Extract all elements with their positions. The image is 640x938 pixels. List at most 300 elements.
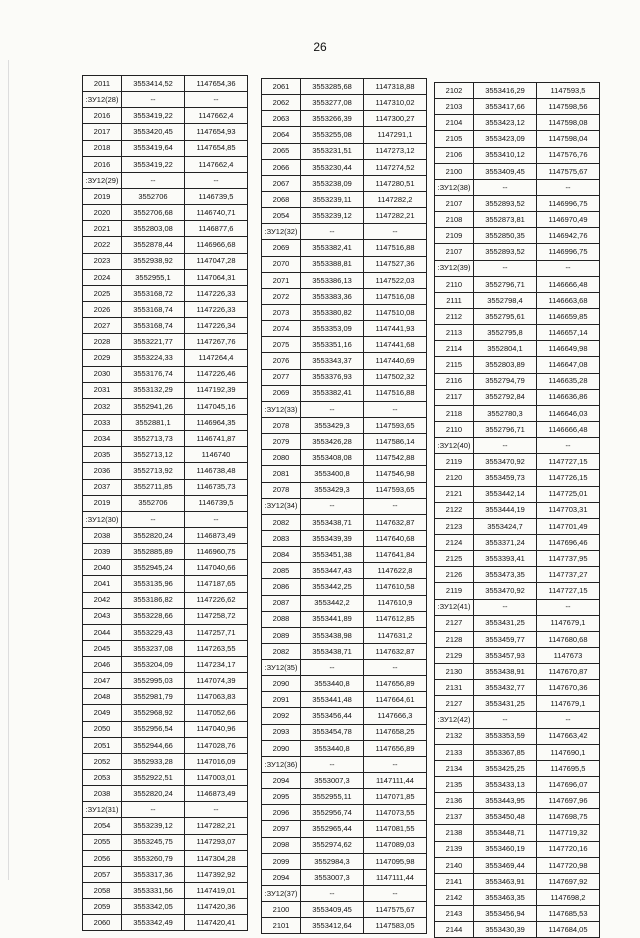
table-row <box>83 834 248 850</box>
point-number-cell: 2062 <box>262 95 301 111</box>
x-coordinate-cell: 3553430,39 <box>474 922 537 938</box>
y-coordinate-cell: 1147263,55 <box>185 640 248 656</box>
point-number-cell: 2075 <box>262 337 301 353</box>
point-number-cell: 2108 <box>435 212 474 228</box>
table-row <box>83 124 248 140</box>
x-coordinate-cell: 3552798,4 <box>474 292 537 308</box>
y-coordinate-cell: 1147073,55 <box>364 805 427 821</box>
point-number-cell: 2070 <box>262 256 301 272</box>
point-number-cell: 2113 <box>435 325 474 341</box>
y-coordinate-cell: 1147622,8 <box>364 563 427 579</box>
table-row <box>262 450 427 466</box>
y-coordinate-cell: 1146740 <box>185 447 248 463</box>
table-row <box>262 95 427 111</box>
point-number-cell: 2045 <box>83 640 122 656</box>
point-number-cell: :ЗУ12(34) <box>262 498 301 514</box>
point-number-cell: 2110 <box>435 276 474 292</box>
y-coordinate-cell: 1146996,75 <box>537 244 600 260</box>
x-coordinate-cell: 3553460,19 <box>474 841 537 857</box>
x-coordinate-cell: 3553429,3 <box>301 417 364 433</box>
x-coordinate-cell: 3553386,13 <box>301 272 364 288</box>
coordinates-table-middle <box>261 78 427 934</box>
table-row <box>262 708 427 724</box>
table-row <box>435 728 600 744</box>
table-row <box>262 837 427 853</box>
point-number-cell: 2135 <box>435 777 474 793</box>
x-coordinate-cell: 3553400,8 <box>301 466 364 482</box>
x-coordinate-cell: 3553429,3 <box>301 482 364 498</box>
x-coordinate-cell: -- <box>301 756 364 772</box>
y-coordinate-cell: 1147641,84 <box>364 547 427 563</box>
y-coordinate-cell: 1147696,46 <box>537 534 600 550</box>
table-row <box>435 857 600 873</box>
x-coordinate-cell: 3553224,33 <box>122 350 185 366</box>
point-number-cell: 2029 <box>83 350 122 366</box>
table-row <box>435 647 600 663</box>
point-number-cell: 2036 <box>83 463 122 479</box>
table-row <box>262 773 427 789</box>
x-coordinate-cell: 3552713,92 <box>122 463 185 479</box>
y-coordinate-cell: 1147666,3 <box>364 708 427 724</box>
y-coordinate-cell: -- <box>364 886 427 902</box>
point-number-cell: :ЗУ12(36) <box>262 756 301 772</box>
point-number-cell: 2115 <box>435 357 474 373</box>
point-number-cell: 2031 <box>83 382 122 398</box>
coordinates-table-left <box>82 75 248 931</box>
table-row <box>83 140 248 156</box>
y-coordinate-cell: 1147696,07 <box>537 777 600 793</box>
point-number-cell: 2107 <box>435 244 474 260</box>
y-coordinate-cell: 1147510,08 <box>364 304 427 320</box>
point-number-cell: 2100 <box>262 902 301 918</box>
table-row <box>83 527 248 543</box>
table-row <box>435 470 600 486</box>
y-coordinate-cell: 1147656,89 <box>364 676 427 692</box>
parcel-header-row <box>262 756 427 772</box>
y-coordinate-cell: 1147089,03 <box>364 837 427 853</box>
parcel-header-row <box>83 802 248 818</box>
x-coordinate-cell: 3553473,35 <box>474 567 537 583</box>
point-number-cell: 2025 <box>83 285 122 301</box>
point-number-cell: 2079 <box>262 434 301 450</box>
x-coordinate-cell: 3553135,96 <box>122 576 185 592</box>
table-row <box>262 611 427 627</box>
point-number-cell: 2066 <box>262 159 301 175</box>
y-coordinate-cell: 1146960,75 <box>185 544 248 560</box>
y-coordinate-cell: 1147226,46 <box>185 366 248 382</box>
x-coordinate-cell: 3553456,94 <box>474 906 537 922</box>
point-number-cell: 2016 <box>83 108 122 124</box>
x-coordinate-cell: 3553342,49 <box>122 915 185 931</box>
x-coordinate-cell: 3553285,68 <box>301 79 364 95</box>
parcel-header-row <box>435 438 600 454</box>
x-coordinate-cell: 3553176,74 <box>122 366 185 382</box>
point-number-cell: 2023 <box>83 253 122 269</box>
point-number-cell: 2042 <box>83 592 122 608</box>
y-coordinate-cell: 1146663,68 <box>537 292 600 308</box>
table-row <box>435 841 600 857</box>
table-row <box>435 744 600 760</box>
point-number-cell: 2084 <box>262 547 301 563</box>
point-number-cell: 2098 <box>262 837 301 853</box>
y-coordinate-cell: 1147670,36 <box>537 680 600 696</box>
table-row <box>83 237 248 253</box>
point-number-cell: 2093 <box>262 724 301 740</box>
y-coordinate-cell: 1147654,36 <box>185 76 248 92</box>
point-number-cell: 2088 <box>262 611 301 627</box>
y-coordinate-cell: 1147280,51 <box>364 175 427 191</box>
y-coordinate-cell: 1147640,68 <box>364 530 427 546</box>
point-number-cell: :ЗУ12(38) <box>435 179 474 195</box>
table-row <box>262 466 427 482</box>
x-coordinate-cell: 3552881,1 <box>122 414 185 430</box>
point-number-cell: 2101 <box>262 918 301 934</box>
point-number-cell: 2139 <box>435 841 474 857</box>
y-coordinate-cell: 1147441,68 <box>364 337 427 353</box>
x-coordinate-cell: 3552850,35 <box>474 228 537 244</box>
table-row <box>83 560 248 576</box>
x-coordinate-cell: 3553459,77 <box>474 631 537 647</box>
y-coordinate-cell: 1147663,42 <box>537 728 600 744</box>
y-coordinate-cell: 1147575,67 <box>537 163 600 179</box>
point-number-cell: 2080 <box>262 450 301 466</box>
point-number-cell: 2020 <box>83 205 122 221</box>
y-coordinate-cell: 1147593,5 <box>537 83 600 99</box>
y-coordinate-cell: 1147598,04 <box>537 131 600 147</box>
x-coordinate-cell: 3552965,44 <box>301 821 364 837</box>
table-row <box>83 753 248 769</box>
x-coordinate-cell: 3553228,66 <box>122 608 185 624</box>
point-number-cell: 2032 <box>83 398 122 414</box>
table-row <box>262 79 427 95</box>
x-coordinate-cell: 3552945,24 <box>122 560 185 576</box>
table-row <box>262 547 427 563</box>
point-number-cell: 2068 <box>262 191 301 207</box>
y-coordinate-cell: 1147516,88 <box>364 385 427 401</box>
point-number-cell: 2114 <box>435 341 474 357</box>
point-number-cell: 2090 <box>262 676 301 692</box>
x-coordinate-cell: 3553463,91 <box>474 873 537 889</box>
table-row <box>435 551 600 567</box>
x-coordinate-cell: 3553367,85 <box>474 744 537 760</box>
y-coordinate-cell: 1147527,36 <box>364 256 427 272</box>
x-coordinate-cell: 3552956,54 <box>122 721 185 737</box>
point-number-cell: 2118 <box>435 405 474 421</box>
point-number-cell: 2142 <box>435 890 474 906</box>
table-row <box>83 608 248 624</box>
point-number-cell: 2076 <box>262 353 301 369</box>
y-coordinate-cell: 1147226,33 <box>185 301 248 317</box>
point-number-cell: 2058 <box>83 883 122 899</box>
y-coordinate-cell: 1147282,2 <box>364 191 427 207</box>
x-coordinate-cell: 3552968,92 <box>122 705 185 721</box>
x-coordinate-cell: 3552803,08 <box>122 221 185 237</box>
x-coordinate-cell: 3553414,52 <box>122 76 185 92</box>
point-number-cell: 2021 <box>83 221 122 237</box>
y-coordinate-cell: 1147632,87 <box>364 514 427 530</box>
table-row <box>83 786 248 802</box>
y-coordinate-cell: -- <box>364 756 427 772</box>
point-number-cell: 2022 <box>83 237 122 253</box>
x-coordinate-cell: 3553168,74 <box>122 318 185 334</box>
table-row <box>83 689 248 705</box>
table-row <box>83 866 248 882</box>
y-coordinate-cell: -- <box>537 599 600 615</box>
x-coordinate-cell: 3553441,89 <box>301 611 364 627</box>
x-coordinate-cell: 3552941,26 <box>122 398 185 414</box>
table-row <box>435 793 600 809</box>
table-row <box>83 205 248 221</box>
point-number-cell: 2034 <box>83 431 122 447</box>
table-row <box>262 902 427 918</box>
x-coordinate-cell: 3553239,12 <box>122 818 185 834</box>
x-coordinate-cell: 3553410,12 <box>474 147 537 163</box>
x-coordinate-cell: 3553463,35 <box>474 890 537 906</box>
y-coordinate-cell: 1147726,15 <box>537 470 600 486</box>
point-number-cell: :ЗУ12(37) <box>262 886 301 902</box>
y-coordinate-cell: 1147654,93 <box>185 124 248 140</box>
y-coordinate-cell: 1146741,87 <box>185 431 248 447</box>
y-coordinate-cell: 1147662,4 <box>185 156 248 172</box>
y-coordinate-cell: 1147598,08 <box>537 115 600 131</box>
point-number-cell: 2037 <box>83 479 122 495</box>
y-coordinate-cell: 1146739,5 <box>185 188 248 204</box>
y-coordinate-cell: -- <box>364 498 427 514</box>
table-row <box>83 269 248 285</box>
y-coordinate-cell: 1147737,27 <box>537 567 600 583</box>
table-row <box>435 760 600 776</box>
point-number-cell: 2043 <box>83 608 122 624</box>
table-row <box>435 631 600 647</box>
y-coordinate-cell: 1147727,15 <box>537 454 600 470</box>
y-coordinate-cell: 1147720,98 <box>537 857 600 873</box>
table-row <box>435 825 600 841</box>
table-row <box>83 818 248 834</box>
x-coordinate-cell: 3553229,43 <box>122 624 185 640</box>
point-number-cell: 2128 <box>435 631 474 647</box>
point-number-cell: 2083 <box>262 530 301 546</box>
point-number-cell: 2129 <box>435 647 474 663</box>
point-number-cell: 2131 <box>435 680 474 696</box>
table-row <box>83 850 248 866</box>
table-row <box>83 431 248 447</box>
y-coordinate-cell: 1146657,14 <box>537 325 600 341</box>
point-number-cell: 2057 <box>83 866 122 882</box>
point-number-cell: 2059 <box>83 899 122 915</box>
y-coordinate-cell: 1147575,67 <box>364 902 427 918</box>
table-row <box>262 740 427 756</box>
point-number-cell: 2048 <box>83 689 122 705</box>
x-coordinate-cell: 3552885,89 <box>122 544 185 560</box>
y-coordinate-cell: 1147690,1 <box>537 744 600 760</box>
x-coordinate-cell: 3553412,64 <box>301 918 364 934</box>
y-coordinate-cell: 1147662,4 <box>185 108 248 124</box>
point-number-cell: 2072 <box>262 288 301 304</box>
point-number-cell: 2046 <box>83 657 122 673</box>
x-coordinate-cell: 3553439,39 <box>301 530 364 546</box>
x-coordinate-cell: 3552713,12 <box>122 447 185 463</box>
table-row <box>262 369 427 385</box>
x-coordinate-cell: -- <box>474 260 537 276</box>
point-number-cell: 2122 <box>435 502 474 518</box>
table-row <box>435 809 600 825</box>
y-coordinate-cell: 1147586,14 <box>364 434 427 450</box>
x-coordinate-cell: 3553393,41 <box>474 551 537 567</box>
point-number-cell: 2063 <box>262 111 301 127</box>
y-coordinate-cell: 1146966,68 <box>185 237 248 253</box>
y-coordinate-cell: 1147187,65 <box>185 576 248 592</box>
point-number-cell: 2040 <box>83 560 122 576</box>
y-coordinate-cell: 1147542,88 <box>364 450 427 466</box>
x-coordinate-cell: 3553408,08 <box>301 450 364 466</box>
y-coordinate-cell: 1147081,55 <box>364 821 427 837</box>
point-number-cell: 2033 <box>83 414 122 430</box>
y-coordinate-cell: 1147047,28 <box>185 253 248 269</box>
y-coordinate-cell: 1147737,95 <box>537 551 600 567</box>
point-number-cell: 2134 <box>435 760 474 776</box>
point-number-cell: :ЗУ12(29) <box>83 172 122 188</box>
x-coordinate-cell: 3553433,13 <box>474 777 537 793</box>
y-coordinate-cell: -- <box>364 660 427 676</box>
x-coordinate-cell: 3553447,43 <box>301 563 364 579</box>
table-row <box>83 624 248 640</box>
x-coordinate-cell: 3553238,09 <box>301 175 364 191</box>
y-coordinate-cell: 1146873,49 <box>185 786 248 802</box>
x-coordinate-cell: 3552984,3 <box>301 853 364 869</box>
point-number-cell: 2016 <box>83 156 122 172</box>
x-coordinate-cell: 3553470,92 <box>474 583 537 599</box>
table-row <box>262 240 427 256</box>
point-number-cell: 2071 <box>262 272 301 288</box>
y-coordinate-cell: 1147685,53 <box>537 906 600 922</box>
table-row <box>83 899 248 915</box>
y-coordinate-cell: 1147064,31 <box>185 269 248 285</box>
table-row <box>262 676 427 692</box>
point-number-cell: 2047 <box>83 673 122 689</box>
x-coordinate-cell: 3553239,12 <box>301 208 364 224</box>
x-coordinate-cell: 3553442,2 <box>301 595 364 611</box>
point-number-cell: 2054 <box>83 818 122 834</box>
point-number-cell: 2110 <box>435 421 474 437</box>
parcel-header-row <box>262 498 427 514</box>
x-coordinate-cell: 3553424,7 <box>474 518 537 534</box>
x-coordinate-cell: 3553419,22 <box>122 108 185 124</box>
point-number-cell: 2143 <box>435 906 474 922</box>
y-coordinate-cell: 1147264,4 <box>185 350 248 366</box>
point-number-cell: 2125 <box>435 551 474 567</box>
y-coordinate-cell: 1146646,03 <box>537 405 600 421</box>
point-number-cell: 2092 <box>262 708 301 724</box>
x-coordinate-cell: 3553438,98 <box>301 627 364 643</box>
y-coordinate-cell: 1146635,28 <box>537 373 600 389</box>
y-coordinate-cell: 1147392,92 <box>185 866 248 882</box>
x-coordinate-cell: 3552873,81 <box>474 212 537 228</box>
y-coordinate-cell: 1147304,28 <box>185 850 248 866</box>
point-number-cell: 2096 <box>262 805 301 821</box>
x-coordinate-cell: -- <box>301 401 364 417</box>
parcel-header-row <box>435 179 600 195</box>
point-number-cell: :ЗУ12(41) <box>435 599 474 615</box>
y-coordinate-cell: 1147282,21 <box>364 208 427 224</box>
table-row <box>262 143 427 159</box>
table-row <box>83 479 248 495</box>
x-coordinate-cell: -- <box>474 712 537 728</box>
y-coordinate-cell: 1147670,87 <box>537 664 600 680</box>
table-row <box>83 382 248 398</box>
table-row <box>435 680 600 696</box>
x-coordinate-cell: 3553440,8 <box>301 676 364 692</box>
y-coordinate-cell: 1147052,66 <box>185 705 248 721</box>
x-coordinate-cell: 3553168,72 <box>122 285 185 301</box>
x-coordinate-cell: 3553431,25 <box>474 696 537 712</box>
x-coordinate-cell: 3552803,89 <box>474 357 537 373</box>
point-number-cell: 2090 <box>262 740 301 756</box>
y-coordinate-cell: -- <box>185 802 248 818</box>
x-coordinate-cell: 3553419,64 <box>122 140 185 156</box>
point-number-cell: 2095 <box>262 789 301 805</box>
x-coordinate-cell: 3552796,71 <box>474 421 537 437</box>
table-row <box>435 906 600 922</box>
point-number-cell: 2056 <box>83 850 122 866</box>
x-coordinate-cell: 3553438,91 <box>474 664 537 680</box>
y-coordinate-cell: 1147226,34 <box>185 318 248 334</box>
y-coordinate-cell: 1147719,32 <box>537 825 600 841</box>
y-coordinate-cell: 1147095,98 <box>364 853 427 869</box>
x-coordinate-cell: 3553353,59 <box>474 728 537 744</box>
x-coordinate-cell: 3553448,71 <box>474 825 537 841</box>
y-coordinate-cell: 1147257,71 <box>185 624 248 640</box>
x-coordinate-cell: 3552713,73 <box>122 431 185 447</box>
x-coordinate-cell: 3553438,71 <box>301 643 364 659</box>
parcel-header-row <box>435 712 600 728</box>
x-coordinate-cell: 3552944,66 <box>122 737 185 753</box>
table-row <box>435 228 600 244</box>
table-row <box>262 337 427 353</box>
table-row <box>435 115 600 131</box>
table-row <box>83 463 248 479</box>
table-row <box>262 724 427 740</box>
y-coordinate-cell: 1147016,09 <box>185 753 248 769</box>
y-coordinate-cell: 1147420,41 <box>185 915 248 931</box>
point-number-cell: 2119 <box>435 583 474 599</box>
table-row <box>83 301 248 317</box>
table-row <box>262 853 427 869</box>
x-coordinate-cell: 3553204,09 <box>122 657 185 673</box>
table-row <box>435 454 600 470</box>
x-coordinate-cell: 3553221,77 <box>122 334 185 350</box>
point-number-cell: 2077 <box>262 369 301 385</box>
point-number-cell: 2119 <box>435 454 474 470</box>
point-number-cell: :ЗУ12(35) <box>262 660 301 676</box>
y-coordinate-cell: 1147516,08 <box>364 288 427 304</box>
x-coordinate-cell: 3553383,36 <box>301 288 364 304</box>
point-number-cell: 2099 <box>262 853 301 869</box>
y-coordinate-cell: 1146666,48 <box>537 421 600 437</box>
x-coordinate-cell: -- <box>301 886 364 902</box>
x-coordinate-cell: 3552955,1 <box>122 269 185 285</box>
point-number-cell: 2069 <box>262 240 301 256</box>
x-coordinate-cell: 3553419,22 <box>122 156 185 172</box>
parcel-header-row <box>262 224 427 240</box>
table-row <box>435 502 600 518</box>
x-coordinate-cell: 3553423,09 <box>474 131 537 147</box>
y-coordinate-cell: 1146996,75 <box>537 195 600 211</box>
y-coordinate-cell: 1147698,2 <box>537 890 600 906</box>
table-row <box>435 292 600 308</box>
table-row <box>435 518 600 534</box>
page-number: 26 <box>313 40 327 54</box>
y-coordinate-cell: 1146877,6 <box>185 221 248 237</box>
